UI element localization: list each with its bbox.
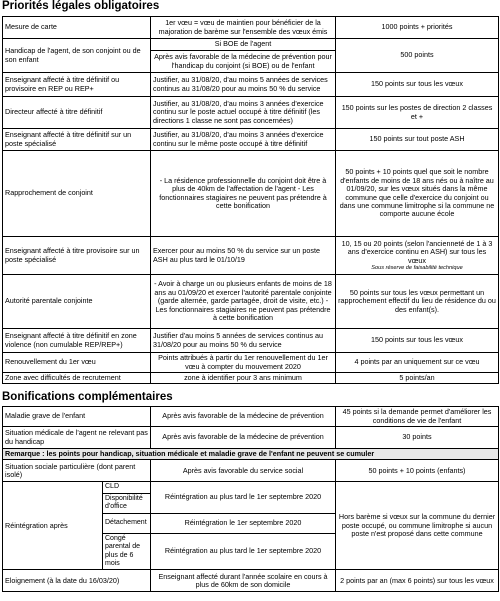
row-condition: - La résidence professionnelle du conjoint doit être à plus de 40km de l'affectation de l'agent - Les fonctionnaires stagiaires ne peuvent pas prétendre à cette bonification [151, 151, 336, 237]
section-title-bonifications: Bonifications complémentaires [2, 391, 173, 403]
row-points: 50 points sur tous les vœux permettant un rapprochement effectif du lieu de résidence du ou des enfant(s). [336, 275, 499, 329]
row-points: 50 points + 10 points (enfants) [336, 460, 499, 482]
reintegration-sub-type: CLD [103, 482, 151, 493]
row-label: Mesure de carte [3, 17, 151, 39]
row-condition: Si BOE de l'agent [151, 39, 336, 51]
remark-text: Remarque : les points pour handicap, situation médicale et maladie grave de l'enfant ne peuvent se cumuler [3, 449, 499, 460]
section-title-priorites: Priorités légales obligatoires [2, 0, 160, 12]
row-points [336, 237, 499, 275]
table-row [3, 237, 499, 275]
table-row [3, 427, 499, 449]
row-label: Enseignant affecté à titre provisoire sur un poste spécialisé [3, 237, 151, 275]
reintegration-sub-type: Congé parental de plus de 6 mois [103, 533, 151, 570]
priorites-table [2, 16, 499, 384]
row-points: 45 points si la demande permet d'améliorer les conditions de vie de l'enfant [336, 407, 499, 427]
table-row [3, 353, 499, 373]
table-row [3, 275, 499, 329]
row-condition: Justifier, au 31/08/20, d'au moins 3 années d'exercice continu sur le même poste occupé à titre définitif [151, 129, 336, 151]
row-condition: - Avoir à charge un ou plusieurs enfants de moins de 18 ans au 01/09/20 et exercer l'autorité parentale conjointe (garde alternée, garde partagée, droit de visite, etc.) - Les fonctionnaires stagiaires ne peuvent pas prétendre à cette bonification [151, 275, 336, 329]
row-condition: Points attribués à partir du 1er renouvellement du 1er vœu à compter du mouvement 2020 [151, 353, 336, 373]
table-row [3, 460, 499, 482]
reintegration-sub-type: Disponibilité d'office [103, 493, 151, 513]
bonifications-table [2, 406, 499, 592]
row-condition: Justifier, au 31/08/20, d'au moins 5 années de services continus au 31/08/20 pour au moins 50 % du service [151, 73, 336, 97]
row-label: Enseignant affecté à titre définitif sur un poste spécialisé [3, 129, 151, 151]
row-points: 30 points [336, 427, 499, 449]
row-points: 1000 points + priorités [336, 17, 499, 39]
row-label: Renouvellement du 1er vœu [3, 353, 151, 373]
row-label: Handicap de l'agent, de son conjoint ou de son enfant [3, 39, 151, 73]
row-condition: Après avis favorable de la médecine de prévention pour l'handicap du conjoint (si BOE) ou de l'enfant [151, 51, 336, 73]
row-label: Eloignement (à la date du 16/03/20) [3, 570, 151, 592]
row-condition: 1er vœu = vœu de maintien pour bénéficier de la majoration de barème sur l'ensemble des vœux émis [151, 17, 336, 39]
row-label: Zone avec difficultés de recrutement [3, 373, 151, 384]
row-condition: Justifier, au 31/08/20, d'au moins 3 années d'exercice continu sur le poste actuel occupé à titre définitif (les directions 1 classe ne sont pas concernées) [151, 97, 336, 129]
table-row [3, 570, 499, 592]
table-row [3, 407, 499, 427]
row-points: 2 points par an (max 6 points) sur tous les vœux [336, 570, 499, 592]
reintegration-sub-type: Détachement [103, 513, 151, 533]
row-condition: Après avis favorable du service social [151, 460, 336, 482]
table-row [3, 17, 499, 39]
row-label: Maladie grave de l'enfant [3, 407, 151, 427]
row-label: Autorité parentale conjointe [3, 275, 151, 329]
row-condition: Après avis favorable de la médecine de prévention [151, 427, 336, 449]
table-row [3, 329, 499, 353]
table-row [3, 97, 499, 129]
reintegration-condition: Réintégration au plus tard le 1er septembre 2020 [151, 533, 336, 570]
reintegration-points: Hors barème si vœux sur la commune du dernier poste occupé, ou commune limitrophe si aucun poste n'est proposé dans cette commune [336, 482, 499, 570]
table-row [3, 151, 499, 237]
reintegration-label: Réintégration après [3, 482, 103, 570]
row-points: 150 points sur les postes de direction 2 classes et + [336, 97, 499, 129]
row-points: 5 points/an [336, 373, 499, 384]
row-points: 150 points sur tous les vœux [336, 329, 499, 353]
row-label: Situation sociale particulière (dont parent isolé) [3, 460, 151, 482]
row-label: Situation médicale de l'agent ne relevant pas du handicap [3, 427, 151, 449]
row-label: Enseignant affecté à titre définitif ou provisoire en REP ou REP+ [3, 73, 151, 97]
table-row [3, 129, 499, 151]
row-label: Directeur affecté à titre définitif [3, 97, 151, 129]
table-row [3, 373, 499, 384]
row-condition: Exercer pour au moins 50 % du service sur un poste ASH au plus tard le 01/10/19 [151, 237, 336, 275]
row-label: Enseignant affecté à titre définitif en zone violence (non cumulable REP/REP+) [3, 329, 151, 353]
remark-row [3, 449, 499, 460]
row-points: 50 points + 10 points quel que soit le nombre d'enfants de moins de 18 ans nés ou à naître au 01/09/20, sur les vœux situés dans la même commune que celle d'exercice du conjoint ou dans une commune limitrophe si la commune ne comporte aucune école [336, 151, 499, 237]
table-row [3, 73, 499, 97]
row-points: 500 points [336, 39, 499, 73]
table-row [3, 482, 499, 493]
row-condition: Après avis favorable de la médecine de prévention [151, 407, 336, 427]
feasibility-note: Sous réserve de faisabilité technique [371, 264, 463, 271]
row-points: 150 points sur tous les vœux [336, 73, 499, 97]
row-points: 150 points sur tout poste ASH [336, 129, 499, 151]
row-condition: Enseignant affecté durant l'année scolaire en cours à plus de 60km de son domicile [151, 570, 336, 592]
row-condition: Justifier d'au moins 5 années de services continus au 31/08/20 pour au moins 50 % du service [151, 329, 336, 353]
table-row [3, 39, 499, 51]
row-label: Rapprochement de conjoint [3, 151, 151, 237]
row-points-text: 10, 15 ou 20 points (selon l'ancienneté de 1 à 3 ans d'exercice continu en ASH) sur tous les vœux [341, 238, 493, 265]
reintegration-condition: Réintégration le 1er septembre 2020 [151, 513, 336, 533]
row-condition: zone à identifier pour 3 ans minimum [151, 373, 336, 384]
row-points: 4 points par an uniquement sur ce vœu [336, 353, 499, 373]
reintegration-condition: Réintégration au plus tard le 1er septembre 2020 [151, 482, 336, 513]
